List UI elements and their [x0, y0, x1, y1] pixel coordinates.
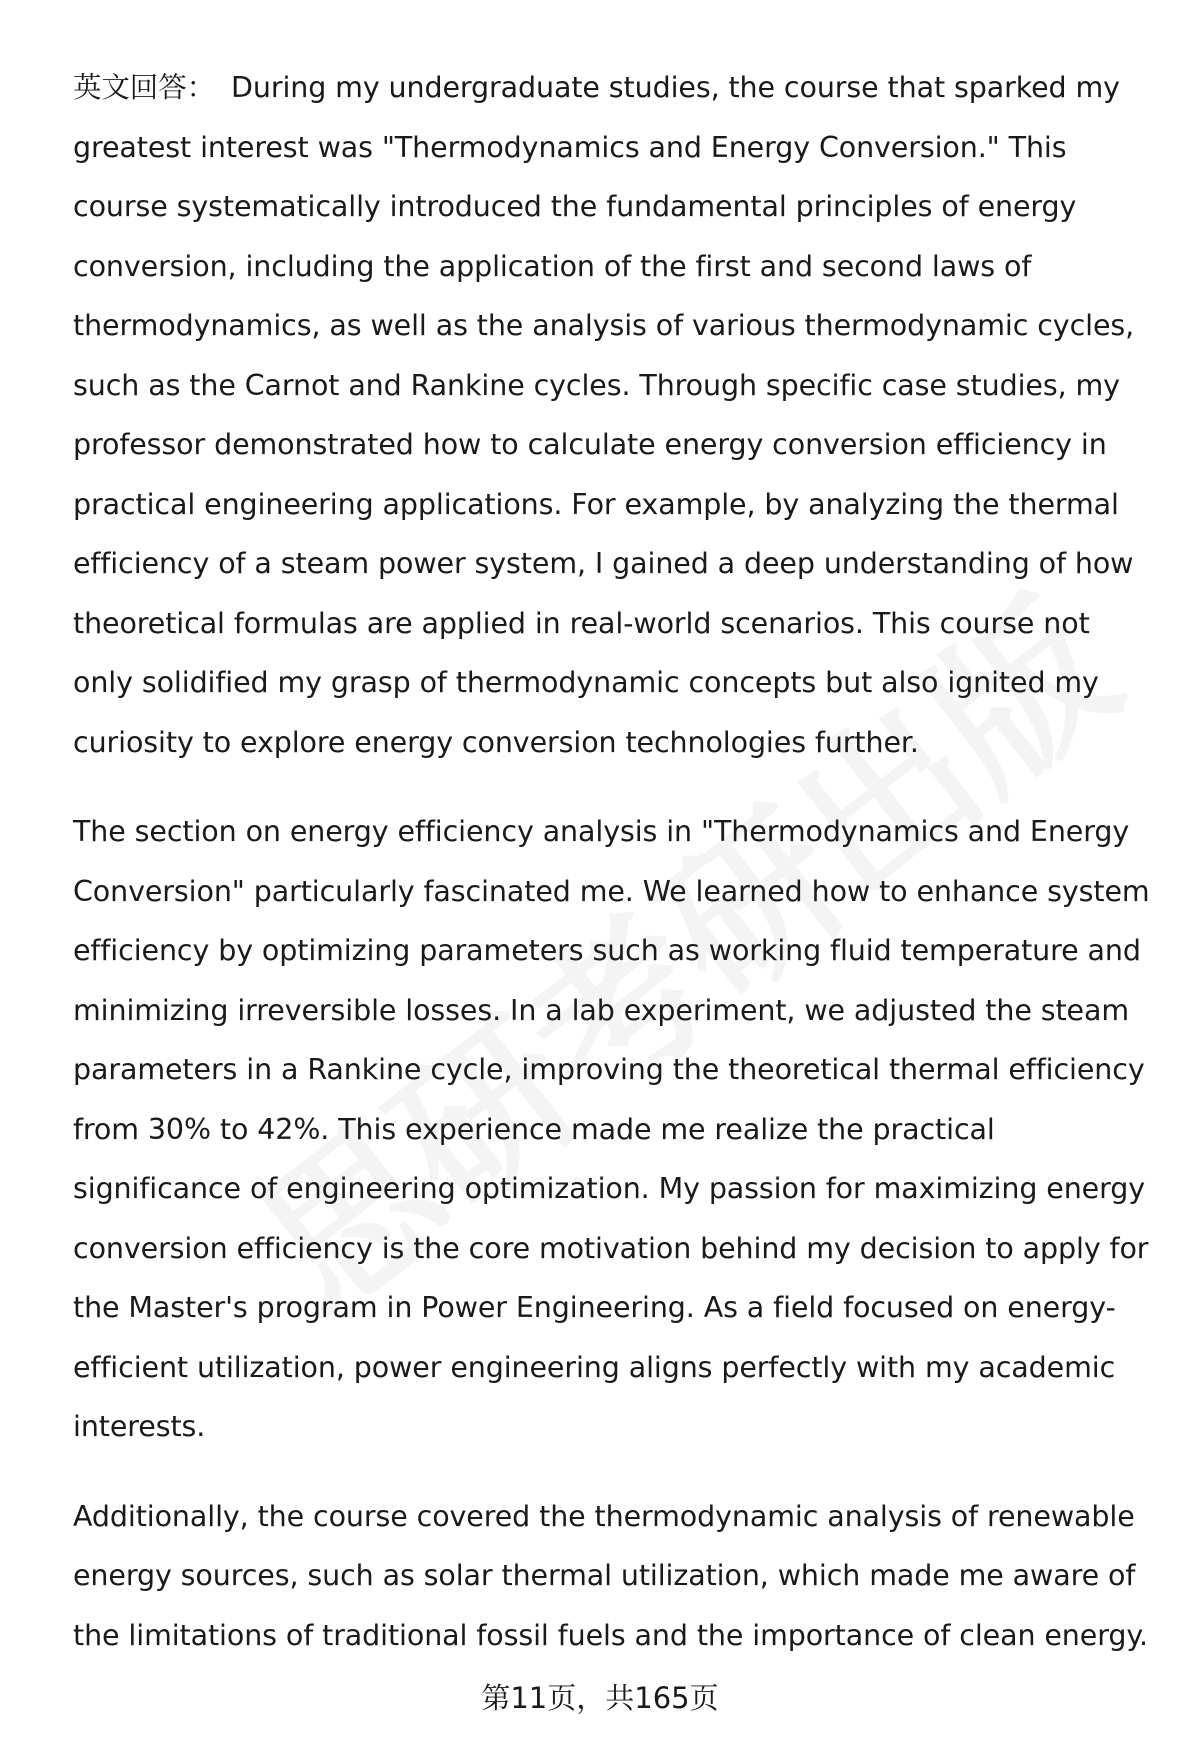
text-line: interests. — [73, 1410, 206, 1443]
text-line: course systematically introduced the fundamental principles of energy — [73, 190, 1077, 223]
text-line: significance of engineering optimization. My passion for maximizing energy — [73, 1172, 1145, 1205]
text-line: efficient utilization, power engineering aligns perfectly with my academic — [73, 1350, 1116, 1384]
text-line: curiosity to explore energy conversion technologies further. — [73, 725, 919, 759]
text-line: The section on energy efficiency analysis in "Thermodynamics and Energy — [73, 815, 1130, 848]
text-line: the limitations of traditional fossil fuels and the importance of clean energy. — [73, 1618, 1148, 1652]
paragraph-3 — [73, 1487, 1163, 1666]
document-body — [73, 58, 1163, 1695]
text-line: conversion efficiency is the core motivation behind my decision to apply for — [73, 1231, 1149, 1265]
text-line: theoretical formulas are applied in real-world scenarios. This course not — [73, 606, 1090, 640]
paragraph-1 — [73, 58, 1163, 772]
text-line: the Master's program in Power Engineering. As a field focused on energy- — [73, 1291, 1116, 1324]
page-number-footer: 第11页，共165页 — [481, 1681, 719, 1715]
text-line: efficiency by optimizing parameters such as working fluid temperature and — [73, 934, 1141, 967]
text-line: parameters in a Rankine cycle, improving the theoretical thermal efficiency — [73, 1053, 1145, 1086]
answer-prefix: 英文回答： — [73, 71, 216, 104]
text-line: only solidified my grasp of thermodynamic concepts but also ignited my — [73, 666, 1099, 699]
text-line: 英文回答： During my undergraduate studies, the course that sparked my — [73, 71, 1120, 104]
text-line: minimizing irreversible losses. In a lab experiment, we adjusted the steam — [73, 993, 1129, 1027]
text-line: professor demonstrated how to calculate energy conversion efficiency in — [73, 428, 1107, 461]
text-line: Additionally, the course covered the thermodynamic analysis of renewable — [73, 1499, 1135, 1533]
text-line: greatest interest was "Thermodynamics and Energy Conversion." This — [73, 130, 1067, 164]
paragraph-2 — [73, 802, 1163, 1457]
text-line: such as the Carnot and Rankine cycles. Through specific case studies, my — [73, 368, 1120, 402]
text-line: thermodynamics, as well as the analysis of various thermodynamic cycles, — [73, 309, 1135, 342]
text-line: energy sources, such as solar thermal utilization, which made me aware of — [73, 1559, 1136, 1592]
text-line: Conversion" particularly fascinated me. We learned how to enhance system — [73, 874, 1150, 908]
text-line: practical engineering applications. For example, by analyzing the thermal — [73, 487, 1119, 521]
text-line: from 30% to 42%. This experience made me realize the practical — [73, 1112, 995, 1146]
text-line: conversion, including the application of the first and second laws of — [73, 249, 1032, 283]
text-line: efficiency of a steam power system, I gained a deep understanding of how — [73, 547, 1134, 580]
